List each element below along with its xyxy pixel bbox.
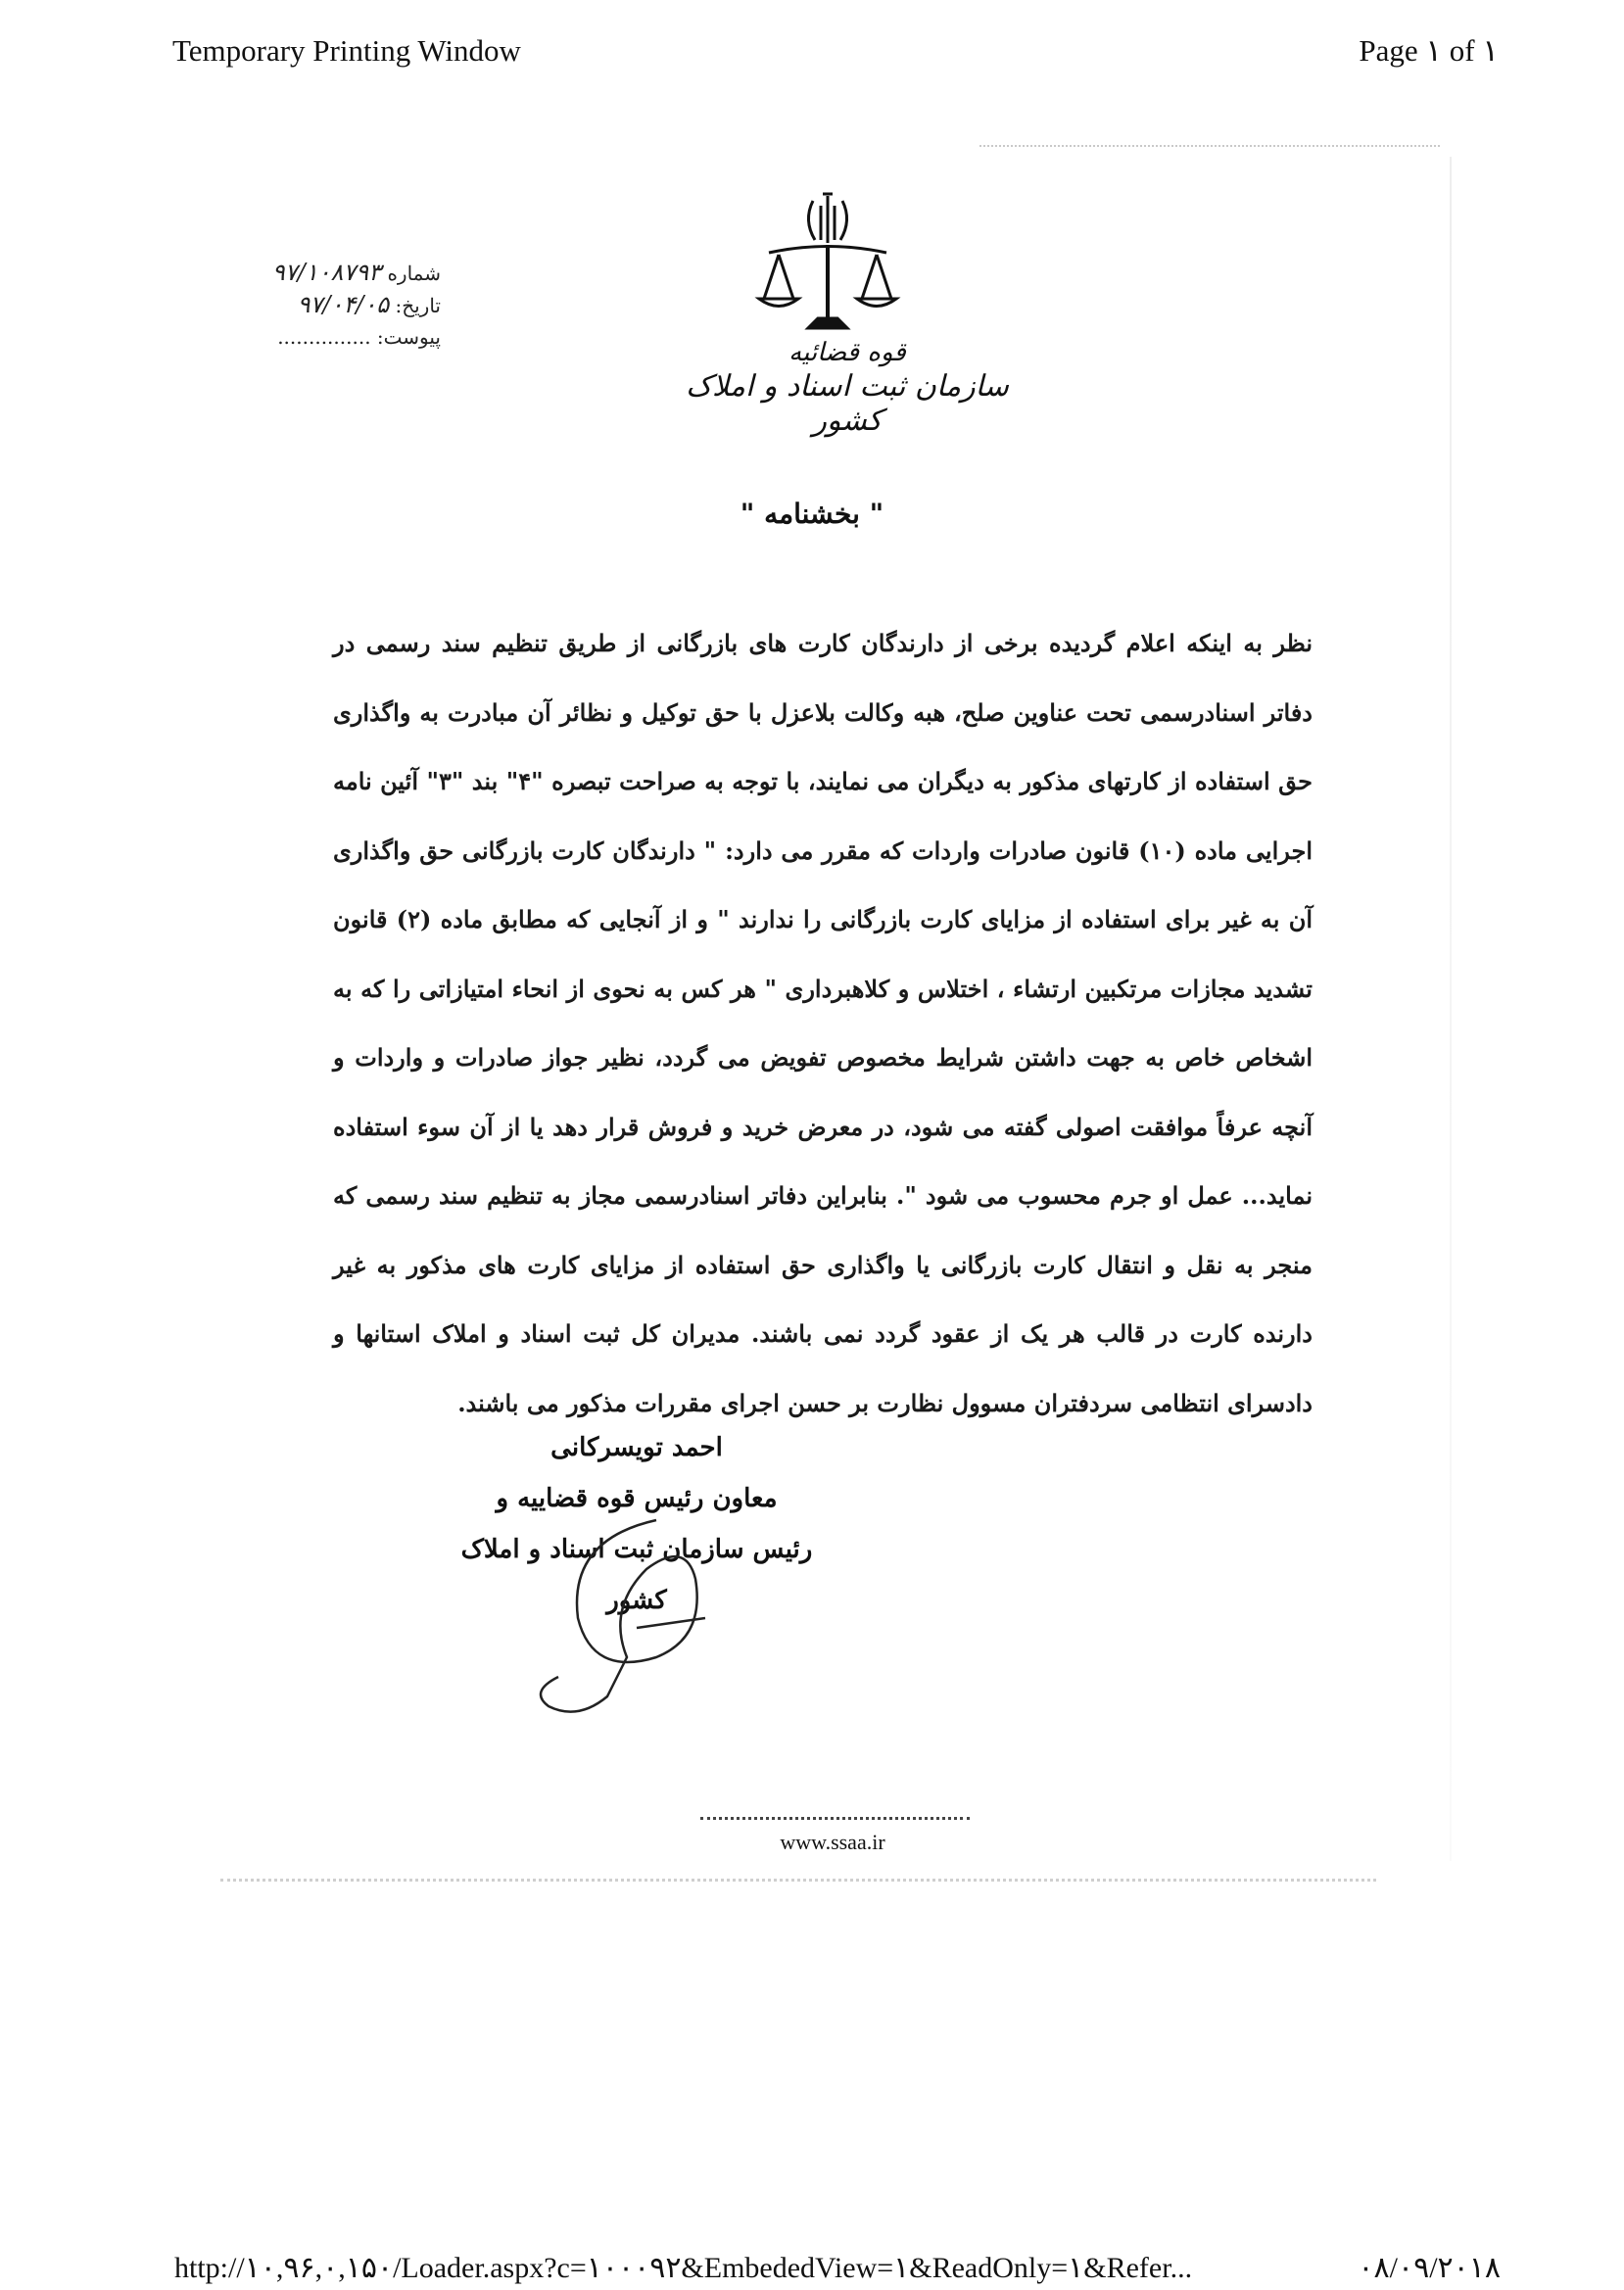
scan-edge (1450, 157, 1452, 1861)
signatory-name: احمد تویسرکانی (550, 1433, 723, 1462)
scan-noise (979, 145, 1440, 155)
body-paragraph: نظر به اینکه اعلام گردیده برخی از دارندگان کارت های بازرگانی از طریق تنظیم سند رسمی در دفاتر اسنادرسمی تحت عناوین صلح، هبه وکالت بلاعزل با حق توکیل و نظائر آن مبادرت به واگذاری حق استفاده از کارتهای مذکور به دیگران می نمایند، با توجه به صراحت تبصره "۴" بند "۳" آئین نامه اجرایی ماده (۱۰) قانون صادرات واردات که مقرر می دارد: " دارندگان کارت بازرگانی حق واگذاری آن به غیر برای استفاده از مزایای کارت بازرگانی را ندارند " و از آنجایی که مطابق ماده (۲) قانون تشدید مجازات مرتکبین ارتشاء ، اختلاس و کلاهبرداری " هر کس به نحوی از انحاء امتیازاتی را که به اشخاص خاص به جهت داشتن شرایط مخصوص تفویض می گردد، نظیر جواز صادرات و واردات و آنچه عرفاً موافقت اصولی گفته می شود، در معرض خرید و فروش قرار دهد یا از آن سوء استفاده نماید... عمل او جرم محسوب می شود ". بنابراین دفاتر اسنادرسمی مجاز به تنظیم سند رسمی که منجر به نقل و انتقال کارت بازرگانی یا واگذاری حق استفاده از مزایای کارت های مذکور به غیر دارنده کارت در قالب هر یک از عقود گردد نمی باشند. مدیران کل ثبت اسناد و املاک استانها و دادسرای انتظامی سردفتران مسوول نظارت بر حسن اجرای مقررات مذکور می باشند. (333, 629, 1314, 1417)
reference-number (215, 257, 441, 289)
reference-date-label: تاریخ: (395, 294, 441, 317)
page-indicator: Page ۱ of ۱ (1359, 33, 1499, 68)
print-window-footer (0, 2251, 1624, 2290)
signatory-title-1: معاون رئیس قوه قضاییه و (496, 1484, 778, 1513)
print-date: ۰۸/۰۹/۲۰۱۸ (1358, 2252, 1501, 2284)
reference-number-label: شماره (387, 262, 441, 285)
letterhead (686, 338, 1009, 438)
document-body (333, 609, 1313, 1438)
document-title: " بخشنامه " (740, 498, 884, 530)
reference-attachment (215, 321, 441, 353)
reference-date (215, 289, 441, 321)
organization-name: سازمان ثبت اسناد و املاک کشور (686, 369, 1009, 438)
print-window-header (0, 33, 1624, 76)
signature-scribble-icon (509, 1510, 764, 1726)
window-title: Temporary Printing Window (172, 33, 521, 68)
signatory-title-2: رئیس سازمان ثبت اسناد و املاک کشور (460, 1535, 813, 1615)
footer-divider (700, 1817, 970, 1820)
judiciary-emblem-icon (754, 186, 901, 353)
website-text: www.ssaa.ir (780, 1830, 885, 1854)
reference-date-value: ۹۷/۰۴/۰۵ (297, 291, 390, 318)
judiciary-name: قوه قضائیه (788, 338, 906, 367)
page-url: http://۱۰,۹۶,۰,۱۵۰/Loader.aspx?c=۱۰۰۰۹۲&EmbededView=۱&ReadOnly=۱&Refer... (174, 2252, 1193, 2284)
reference-number-value: ۹۷/۱۰۸۷۹۳ (271, 259, 382, 286)
scan-noise (220, 1879, 1376, 1889)
signature-block (431, 1422, 842, 1626)
reference-attachment-value: ............... (277, 325, 371, 349)
reference-attachment-label: پیوست: (376, 325, 441, 349)
reference-block (215, 257, 441, 353)
